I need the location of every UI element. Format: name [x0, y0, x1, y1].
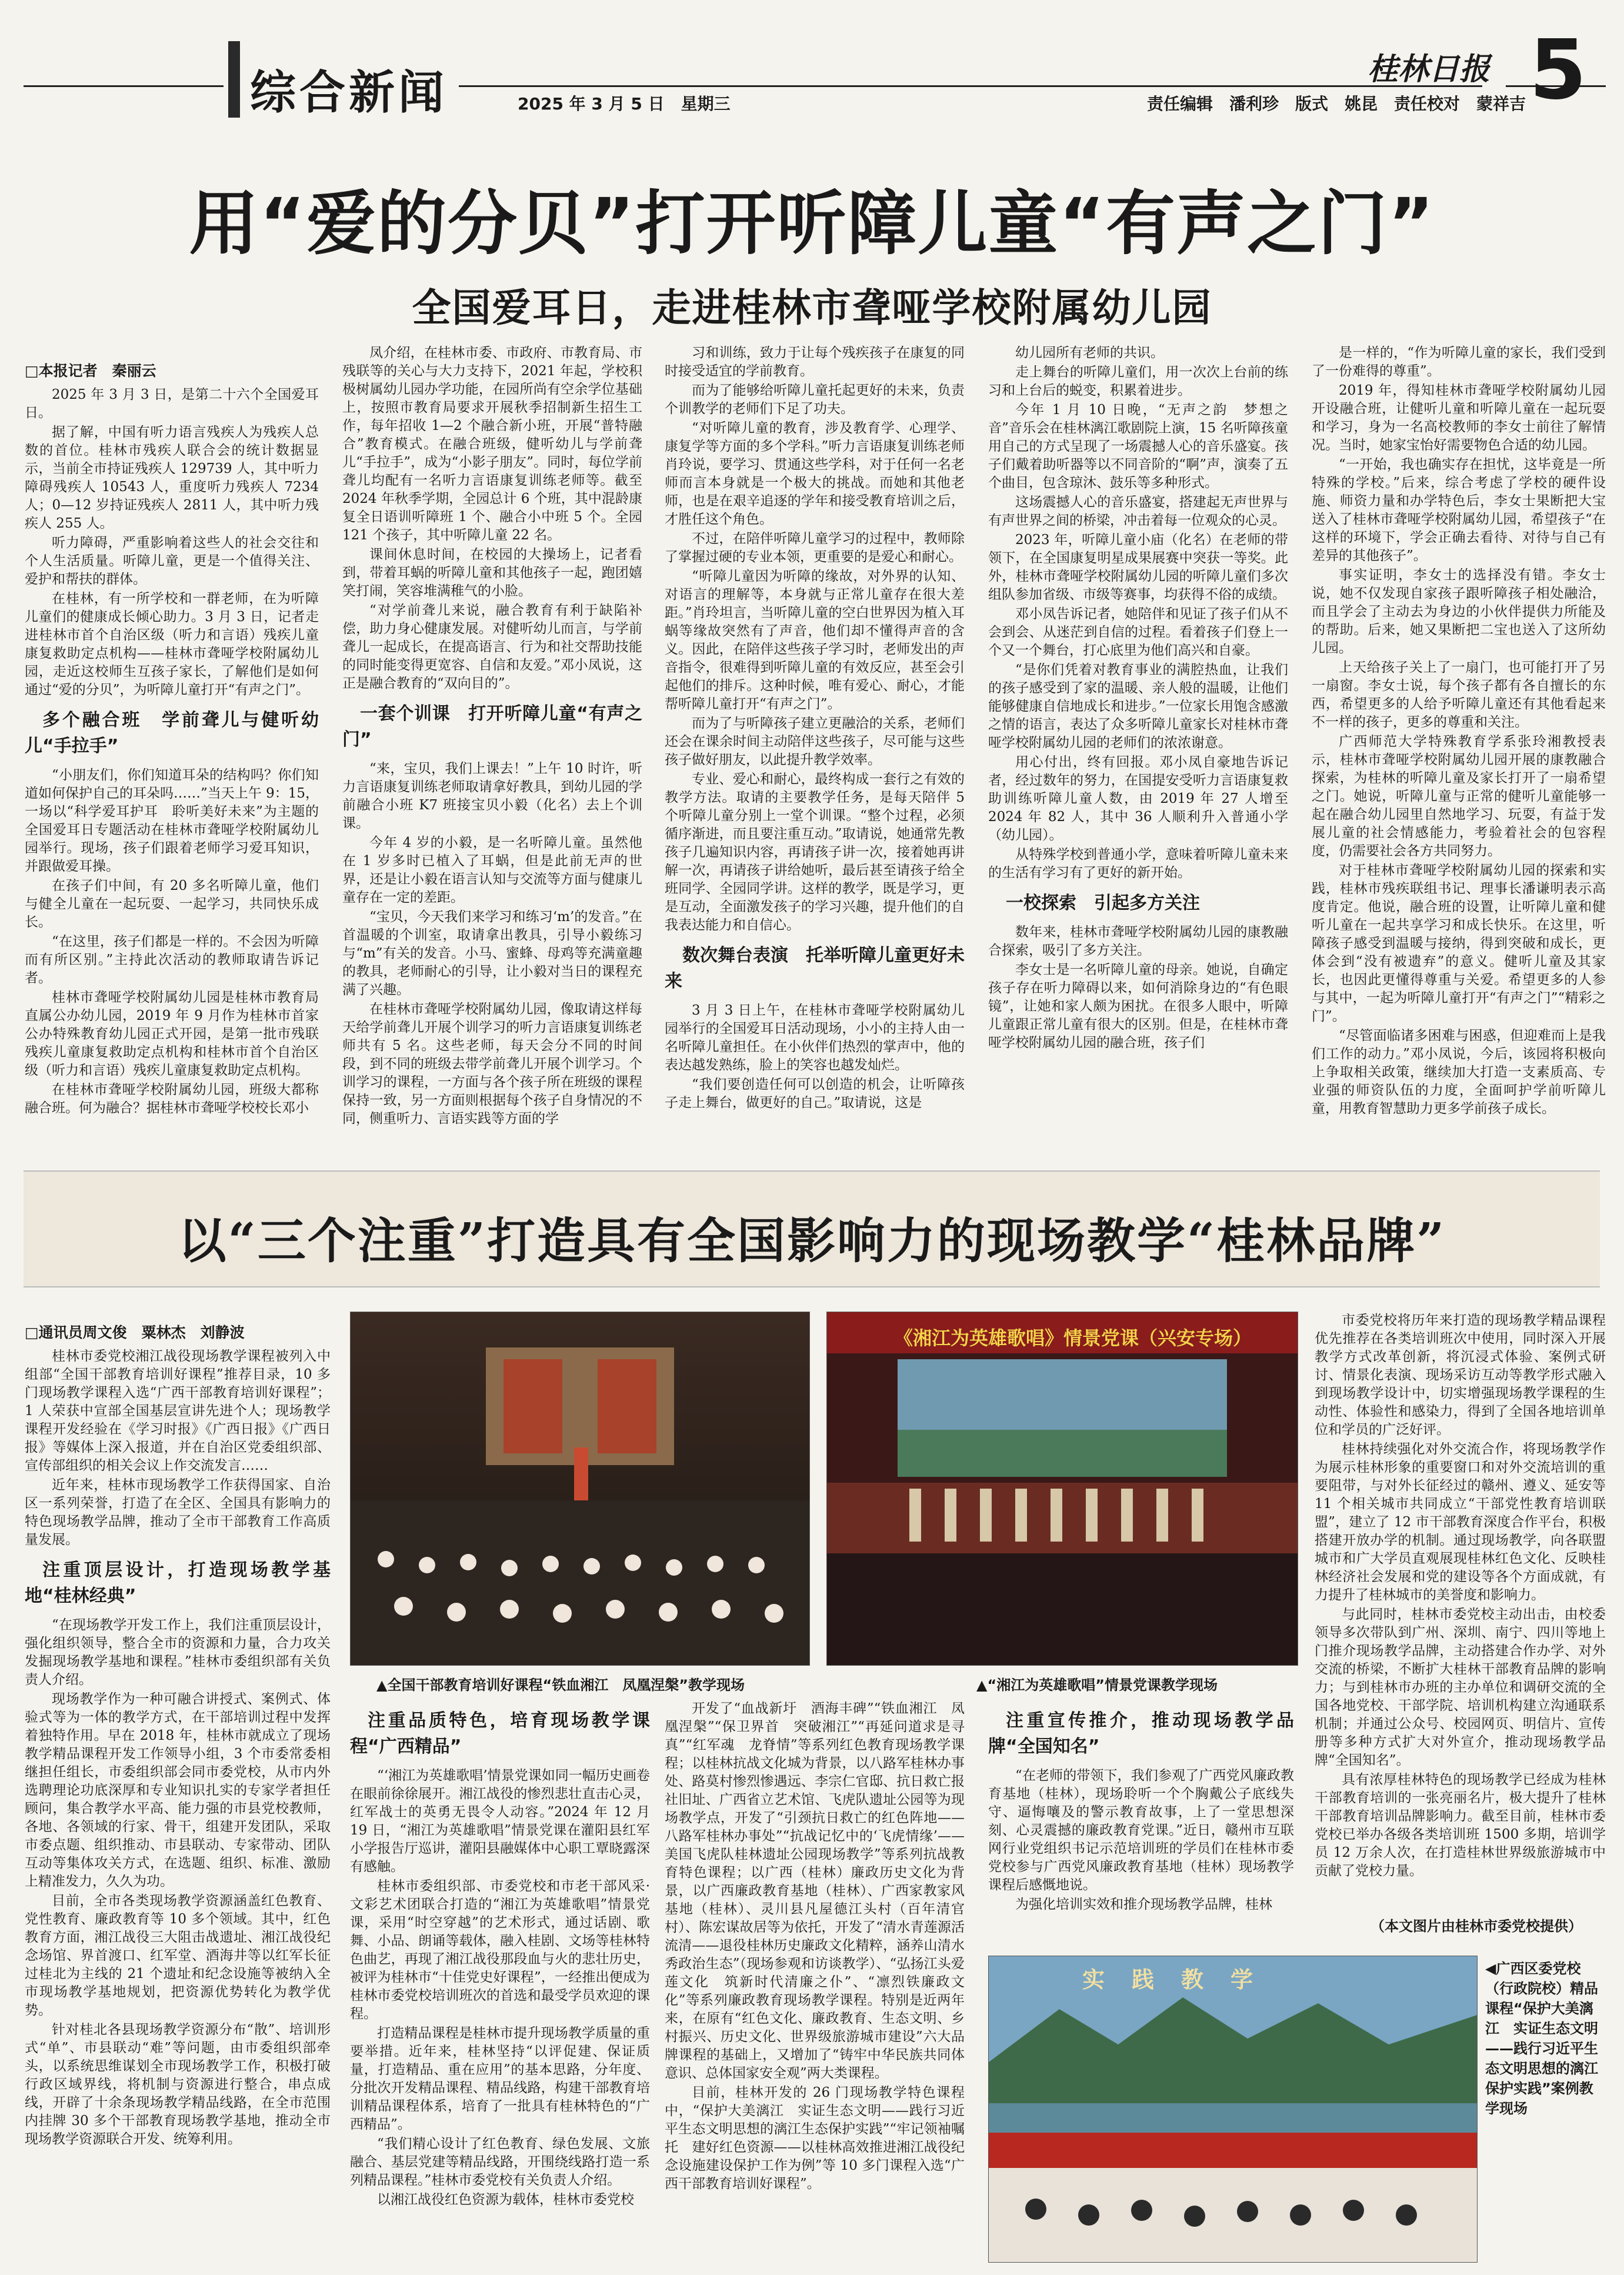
photo-credit: （本文图片由桂林市委党校提供） — [1370, 1918, 1582, 1934]
paragraph: 走上舞台的听障儿童们，用一次次上台前的练习和上台后的蜕变，积累着进步。 — [988, 365, 1288, 398]
article2-column-3 — [665, 1700, 965, 2259]
article2-subhead-a: 注重顶层设计，打造现场教学基地“桂林经典” — [25, 1560, 331, 1606]
paragraph: 李女士是一名听障儿童的母亲。她说，自确定孩子存在听力障碍以来，如何消除身边的“有色眼镜”，让她和家人颇为困扰。在很多人眼中，听障儿童跟正常儿童有很大的区别。但是，在桂林市聋哑学校附属幼儿园的融合班，孩子们 — [988, 962, 1288, 1050]
masthead-logo: 桂林日报 — [1368, 51, 1490, 87]
article2-col1-text — [25, 1347, 331, 1549]
paragraph: 广西师范大学特殊教育学系张玲湘教授表示，桂林市聋哑学校附属幼儿园开展的康教融合探索，为桂林的听障儿童及家长打开了一扇希望之门。她说，听障儿童与正常的健听儿童能够一起在融合幼儿园里自然地学习、玩耍，有益于发展儿童的社会情感能力，考验着社会的包容程度，仍需要社会各方共同努力。 — [1312, 734, 1606, 859]
paragraph: 这场震撼人心的音乐盛宴，搭建起无声世界与有声世界之间的桥梁，冲击着每一位观众的心灵。 — [988, 495, 1288, 528]
article2-headline: 以“三个注重”打造具有全国影响力的现场教学“桂林品牌” — [178, 1213, 1446, 1269]
paragraph: 不过，在陪伴听障儿童学习的过程中，教师除了掌握过硬的专业本领，更重要的是爱心和耐心。 — [665, 531, 965, 565]
paragraph: “我们要创造任何可以创造的机会，让听障孩子走上舞台，做更好的自己。”取请说，这是 — [665, 1077, 965, 1110]
paragraph: 与此同时，桂林市委党校主动出击，由校委领导多次带队到广州、深圳、南宁、四川等地上门推介现场教学品牌，主动搭建合作办学、对外交流的桥梁，不断扩大桂林干部教育品牌的影响力；与到桂林市办班的主办单位和调研交流的全国各地党校、干部学院、培训机构建立沟通联系机制；并通过公众号、校园网页、明信片、宣传册等多种方式扩大对外宣介，推动现场教学品牌“全国知名”。 — [1315, 1607, 1606, 1768]
paragraph: 桂林持续强化对外交流合作，将现场教学作为展示桂林形象的重要窗口和对外交流培训的重要阻带，与对外长征经过的赣州、遵义、延安等 11 个相关城市共同成立“干部党性教育培训联盟”，建立了 12 市干部教育深度合作平台，积极搭建开放办学的机制。通过现场教学，向各联盟城市和广大学员直观展现桂林红色文化、反映桂林经济社会发展和党的建设等各个方面成就，有力提升了桂林城市的美誉度和影响力。 — [1315, 1442, 1606, 1603]
article1-subhead-c: 数次舞台表演 托举听障儿童更好未来 — [665, 945, 965, 992]
article1-col1b-text — [25, 766, 319, 1118]
page-number: 5 — [1529, 22, 1587, 118]
paragraph: 2023 年，听障儿童小庙（化名）在老师的带领下，在全国康复明星成果展赛中突获一等奖。此外，桂林市聋哑学校附属幼儿园的听障儿童们多次组队参加省级、市级等赛事，均获得不俗的成绩。 — [988, 532, 1288, 602]
photo-3-sign-banner: 实 践 教 学 — [1082, 1967, 1256, 1993]
paragraph: 而为了能够给听障儿童托起更好的未来，负责个训教学的老师们下足了功夫。 — [665, 383, 965, 416]
paragraph: 针对桂北各县现场教学资源分布“散”、培训形式“单”、市县联动“难”等问题，由市委组织部牵头，以系统思维谋划全市现场教学工作，积极打破行政区域界线，将机制与资源进行整合，串点成线，开辟了十余条现场教学精品线路，在全市范围内挂牌 30 多个干部教育现场教学基地，推动全市现场教学资源联合开发、统筹利用。 — [25, 2022, 331, 2147]
article2-col1b-text — [25, 1616, 331, 2149]
paragraph: 在孩子们中间，有 20 多名听障儿童，他们与健全儿童在一起玩耍、一起学习，共同快乐成长。 — [25, 878, 319, 930]
article1-col3b-text — [665, 1002, 965, 1112]
article1-headline: 用“爱的分贝”打开听障儿童“有声之门” — [189, 183, 1435, 264]
paragraph: 在桂林，有一所学校和一群老师，在为听障儿童们的健康成长倾心助力。3 月 3 日，记者走进桂林市首个自治区级（听力和言语）残疾儿童康复救助定点机构——桂林市聋哑学校附属幼儿园，走近这校师生互孩子家长，了解他们是如何通过“爱的分贝”，为听障儿童打开“有声之门”。 — [25, 591, 319, 698]
article1-subhead-a: 多个融合班 学前聋儿与健听幼儿“手拉手” — [25, 710, 319, 756]
paragraph: “宝贝，今天我们来学习和练习‘m’的发音。”在首温暖的个训室，取请拿出教具，引导小毅练习与“m”有关的发音。小马、蜜蜂、母鸡等充满童趣的教具，老师耐心的引导，让小毅对当日的课程充满了兴趣。 — [342, 909, 642, 998]
paragraph: 今年 1 月 10 日晚，“无声之韵 梦想之音”音乐会在桂林漓江歌剧院上演，15 名听障孩童用自己的方式呈现了一场震撼人心的音乐盛宴。孩子们戴着助听器等以不同音阶的“啊”声，演奏了五个曲目，包含琼沐、鼓乐等多种形式。 — [988, 402, 1288, 491]
paragraph: “对听障儿童的教育，涉及教育学、心理学、康复学等方面的多个学科。”听力言语康复训练老师肖玲说，要学习、贯通这些学科，对于任何一名老师而言本身就是一个极大的挑战。而她和其他老师，也是在艰辛追逐的学年和接受教育培训之后，才胜任这个角色。 — [665, 421, 965, 527]
paragraph: 凤介绍，在桂林市委、市政府、市教育局、市残联等的关心与大力支持下，2021 年起，学校积极树属幼儿园办学功能，在园所尚有空余学位基础上，按照市教育局要求开展秋季招制新生招生工作，每年招收 1—2 个融合新小班，开展“普特融合”教育模式。在融合班级，健听幼儿与学前聋儿“手拉手”，成为“小影子朋友”。同时，每位学前聋儿均配有一名听力言语康复训练老师等。截至 2024 年秋季学期，全园总计 6 个班，其中混龄康复全日语训听障班 1 个、融合小中班 5 个。全园 121 个孩子，其中听障儿童 22 名。 — [342, 345, 642, 543]
article1-col2b-text — [342, 760, 642, 1128]
article1-col3-text — [665, 344, 965, 935]
editor-credits: 责任编辑 潘利珍 版式 姚昆 责任校对 蒙祥吉 — [1147, 94, 1526, 114]
paragraph: 桂林市委组织部、市委党校和市老干部风采·文彩艺术团联合打造的“湘江为英雄歌唱”情景党课，采用“时空穿越”的艺术形式，通过话剧、歌舞、小品、朗诵等载体，融入桂剧、文场等桂林特色曲艺，再现了湘江战役那段血与火的悲壮历史，被评为桂林市“十佳党史好课程”，一经推出便成为桂林市委党校培训班次的首选和最受学员欢迎的课程。 — [350, 1879, 650, 2022]
paragraph: 近年来，桂林市现场教学工作获得国家、自治区一系列荣誉，打造了在全区、全国具有影响力的特色现场教学品牌，推动了全市干部教育工作高质量发展。 — [25, 1477, 331, 1547]
paragraph: 课间休息时间，在校园的大操场上，记者看到，带着耳蜗的听障儿童和其他孩子一起，跑团嬉笑打闹，笑容堆满稚气的小脸。 — [342, 547, 642, 599]
article2-subhead-c: 注重宣传推介，推动现场教学品牌“全国知名” — [988, 1710, 1294, 1757]
paragraph: 具有浓厚桂林特色的现场教学已经成为桂林干部教育培训的一张亮丽名片，极大提升了桂林干部教育培训品牌影响力。截至目前，桂林市委党校已举办各级各类培训班 1500 多期，培训学员 12 万余人次，在打造桂林世界级旅游城市中贡献了党校力量。 — [1315, 1772, 1606, 1879]
paragraph: “对学前聋儿来说，融合教育有利于缺陷补偿，助力身心健康发展。对健听幼儿而言，与学前聋儿一起成长，在提高语言、行为和社交帮助技能的同时能变得更宽容、自信和友爱。”邓小凤说，这正是融合教育的“双向目的”。 — [342, 603, 642, 691]
paragraph: 是一样的，“作为听障儿童的家长，我们受到了一份难得的尊重”。 — [1312, 345, 1606, 379]
paragraph: 事实证明，李女士的选择没有错。李女士说，她不仅发现自家孩子跟听障孩子相处融洽，而且学会了主动去为身边的小伙伴提供力所能及的帮助。后来，她又果断把二宝也送入了这所幼儿园。 — [1312, 568, 1606, 656]
paragraph: 今年 4 岁的小毅，是一名听障儿童。虽然他在 1 岁多时已植入了耳蜗，但是此前无声的世界，还是让小毅在语言认知与交流等方面与健康儿童存在一定的差距。 — [342, 835, 642, 905]
paragraph: 目前，全市各类现场教学资源涵盖红色教育、党性教育、廉政教育等 10 多个领域。其中，红色教育方面，湘江战役三大阻击战遗址、湘江战役纪念场馆、界首渡口、红军堂、酒海井等以红军长征过桂北为主线的 21 个遗址和纪念设施等被纳入全市现场教学基地规划，把资源优势转化为教学优势。 — [25, 1893, 331, 2018]
section-title: 综合新闻 — [250, 66, 448, 119]
article1-column-5 — [1312, 344, 1606, 1144]
photo-3-caption: ◀广西区委党校（行政院校）精品课程“保护大美漓江 实证生态文明——践行习近平生态文明思想的漓江保护实践”案例教学现场 — [1485, 1960, 1598, 2117]
photo-2-caption: ▲“湘江为英雄歌唱”情景党课教学现场 — [976, 1677, 1218, 1693]
paragraph: 用心付出，终有回报。邓小凤自豪地告诉记者，经过数年的努力，在国提安受听力言语康复救助训练听障儿童人数，由 2019 年 27 人增至 2024 年 82 人，其中 36 人顺利升入普通小学（幼儿园）。 — [988, 755, 1288, 843]
paragraph: 目前，桂林开发的 26 门现场教学特色课程中，“保护大美漓江 实证生态文明——践行习近平生态文明思想的漓江生态保护实践”“牢记领袖嘱托 建好红色资源——以桂林高效推进湘江战役纪念设施建设保护工作为例”等 10 多门课程入选“广西干部教育培训好课程”。 — [665, 2085, 965, 2191]
paragraph: 在桂林市聋哑学校附属幼儿园，班级大都称融合班。何为融合？据桂林市聋哑学校校长邓小 — [25, 1082, 319, 1116]
article1-col1-text — [25, 386, 319, 699]
article2-column-5 — [1315, 1312, 1606, 1906]
article2-subhead-b: 注重品质特色，培育现场教学课程“广西精品” — [350, 1710, 650, 1757]
paragraph: 而为了与听障孩子建立更融洽的关系，老师们还会在课余时间主动陪伴这些孩子，尽可能与这些孩子做好朋友，以此提升教学效率。 — [665, 716, 965, 768]
paragraph: 桂林市聋哑学校附属幼儿园是桂林市教育局直属公办幼儿园，2019 年 9 月作为桂林市首家公办特殊教育幼儿园正式开园，是第一批市残联残疾儿童康复救助定点机构和桂林市首个自治区级（听力和言语）残疾儿童康复救助定点机构。 — [25, 990, 319, 1078]
paragraph: 数年来，桂林市聋哑学校附属幼儿园的康教融合探索，吸引了多方关注。 — [988, 925, 1288, 958]
article2-column-2 — [350, 1700, 650, 2259]
photo-1-caption: ▲全国干部教育培训好课程“铁血湘江 凤凰涅槃”教学现场 — [376, 1677, 745, 1693]
photo-teaching-site-1 — [350, 1312, 810, 1666]
article2-column-4 — [988, 1700, 1294, 1947]
article1-subhead-b: 一套个训课 打开听障儿童“有声之门” — [342, 703, 642, 750]
article2-column-1 — [25, 1323, 331, 2259]
article2-byline: □通讯员周文俊 粟林杰 刘静波 — [25, 1324, 245, 1341]
article1-col4b-text — [988, 923, 1288, 1052]
article1-col5-text — [1312, 344, 1606, 1118]
article1-column-3 — [665, 344, 965, 1144]
paragraph: 打造精品课程是桂林市提升现场教学质量的重要举措。近年来，桂林坚持“以评促建、保证质量，打造精品、重在应用”的基本思路，分年度、分批次开发精品课程、精品线路，构建干部教育培训精品课程体系，培育了一批具有桂林特色的“广西精品”。 — [350, 2026, 650, 2132]
paragraph: “来，宝贝，我们上课去！”上午 10 时许，听力言语康复训练老师取请拿好教具，到幼儿园的学前融合小班 K7 班接宝贝小毅（化名）去上个训课。 — [342, 761, 642, 831]
paragraph: 幼儿园所有老师的共识。 — [1015, 345, 1164, 361]
paragraph: 现场教学作为一种可融合讲授式、案例式、体验式等为一体的教学方式，在干部培训过程中发挥着独特作用。早在 2018 年，桂林市就成立了现场教学精品课程开发工作领导小组，3 个市委常委相继担任组长，市委组织部会同市委党校，从市内外选聘理论功底深厚和专业知识扎实的专家学者担任顾问，集合教学水平高、能力强的市县党校教师，各地、各领域的行家、骨干，组建开发团队，采取市委点题、组织推动、市县联动、专家带动、团队互动等集体攻关方式，在选题、组织、标准、激励上精准发力，久久为功。 — [25, 1692, 331, 1889]
paragraph: 开发了“血战新圩 酒海丰碑”“铁血湘江 凤凰涅槃”“保卫界首 突破湘江”“再延问道求是寻真”“红军魂 龙脊情”等系列红色教育现场教学课程；以桂林抗战文化城为背景，以八路军桂林办事处、路莫村惨烈惨遇远、李宗仁官邸、抗日救亡报社旧址、广西省立艺术馆、飞虎队遗址公园等为现场教学点，开发了“引颈抗日救亡的红色阵地——八路军桂林办事处”“抗战记忆中的‘飞虎情缘’——美国飞虎队桂林遗址公园现场教学”等系列抗战教育特色课程；以广西（桂林）廉政历史文化为背景，以广西廉政教育基地（桂林）、广西家教家风基地（桂林）、灵川县凡屋德江头村（百年清官村）、陈宏谋故居等为依托，开发了“清水青莲源活流清——退役桂林历史廉政文化精粹，涵养山清水秀政治生态”（现场参观和访谈教学）、“弘扬江头爱莲文化 筑新时代清廉之仆”、“凛烈铁廉政文化”等系列廉政教育现场教学课程。特别是近两年来，在原有“红色文化、廉政教育、生态文明、乡村振兴、历史文化、世界级旅游城市建设”六大品牌课程的基础上，又增加了“铸牢中华民族共同体意识、总体国家安全观”两大类课程。 — [665, 1701, 965, 2081]
paragraph: 上天给孩子关上了一扇门，也可能打开了另一扇窗。李女士说，每个孩子都有各自擅长的东西，希望更多的人给予听障儿童还有其他看起来不一样的孩子，更多的尊重和关注。 — [1312, 660, 1606, 730]
paragraph: “尽管面临诸多困难与困惑，但迎难而上是我们工作的动力。”邓小凤说，今后，该园将积极向上争取相关政策，继续加大打造一支素质高、专业强的师资队伍的力度，全面呵护学前听障儿童，用教育智慧助力更多学前孩子成长。 — [1312, 1028, 1606, 1116]
article2-col3-text — [665, 1700, 965, 2193]
paragraph: “我们精心设计了红色教育、绿色发展、文旅融合、基层党建等精品线路，开围绕线路打造一系列精品课程。”桂林市委党校有关负责人介绍。 — [350, 2136, 650, 2188]
article2-col2-text — [350, 1767, 650, 2209]
paragraph: 据了解，中国有听力语言残疾人为残疾人总数的首位。桂林市残疾人联合会的统计数据显示，当前全市持证残疾人 129739 人，其中听力障碍残疾人 10543 人，重度听力残疾人 7234 人；0—12 岁持证残疾人 2811 人，其中听力残疾人 255 人。 — [25, 425, 319, 531]
article1-column-2 — [342, 344, 642, 1144]
paragraph: 3 月 3 日上午，在桂林市聋哑学校附属幼儿园举行的全国爱耳日活动现场，小小的主持人由一名听障儿童担任。在小伙伴们热烈的掌声中，他的表达越发熟练，脸上的笑容也越发灿烂。 — [665, 1003, 965, 1073]
photo-2-stage-banner: 《湘江为英雄歌唱》情景党课（兴安专场） — [894, 1327, 1252, 1349]
paragraph: 习和训练，致力于让每个残疾孩子在康复的同时接受适宜的学前教育。 — [665, 345, 965, 379]
paragraph: 以湘江战役红色资源为载体，桂林市委党校 — [377, 2192, 634, 2207]
header-rule-left — [24, 85, 224, 87]
article1-column-1 — [25, 362, 319, 1144]
paragraph: 为强化培训实效和推介现场教学品牌，桂林 — [1015, 1897, 1272, 1912]
article1-subheadline: 全国爱耳日，走进桂林市聋哑学校附属幼儿园 — [412, 285, 1212, 331]
paragraph: 对于桂林市聋哑学校附属幼儿园的探索和实践，桂林市残疾联组书记、理事长潘谦明表示高度肯定。他说，融合班的设置，让听障儿童和健听儿童在一起共享学习和成长快乐。在这里，听障孩子感受到温暖与接纳，得到突破和成长，更体会到“没有被遗弃”的意义。健听儿童及其家长，也因此更懂得尊重与关爱。希望更多的人参与其中，一起为听障儿童打开“有声之门”“精彩之门”。 — [1312, 863, 1606, 1024]
article1-subhead-d: 一校探索 引起多方关注 — [1006, 893, 1200, 913]
paragraph: 市委党校将历年来打造的现场教学精品课程优先推荐在各类培训班次中使用，同时深入开展教学方式改革创新，将沉浸式体验、案例式研讨、情景化表演、现场采访互动等教学形式融入到现场教学设计中，切实增强现场教学课程的生动性、体验性和感染力，得到了全国各地培训单位和学员的广泛好评。 — [1315, 1313, 1606, 1437]
article1-col2-text — [342, 344, 642, 693]
paragraph: “一开始，我也确实存在担忧，这毕竟是一所特殊的学校。”后来，综合考虑了学校的硬件设施、师资力量和办学特色后，李女士果断把大宝送入了桂林市聋哑学校附属幼儿园，希望孩子“在这样的环境下，学会正确去看待、对待与自己有差异的其他孩子”。 — [1312, 457, 1606, 563]
paragraph: 桂林市委党校湘江战役现场教学课程被列入中组部“全国干部教育培训好课程”推荐目录，10 多门现场教学课程入选“广西干部教育培训好课程”；1 人荣获中宣部全国基层宣讲先进个人；现场教学课程开发经验在《学习时报》《广西日报》《广西日报》等媒体上深入报道，并在自治区党委组织部、宣传部组织的相关会议上作交流发言…… — [25, 1349, 331, 1473]
paragraph: “‘湘江为英雄歌唱’情景党课如同一幅历史画卷在眼前徐徐展开。湘江战役的惨烈悲壮直击心灵，红军战士的英勇无畏令人动容。”2024 年 12 月 19 日，“湘江为英雄歌唱”情景党课在灌阳县红军小学报告厅巡讲，灌阳县融媒体中心职工覃晓露深有感触。 — [350, 1768, 650, 1874]
header-rule-middle — [459, 85, 1482, 87]
paragraph: 从特殊学校到普通小学，意味着听障儿童未来的生活有学习有了更好的新开始。 — [988, 847, 1288, 880]
paragraph: 邓小凤告诉记者，她陪伴和见证了孩子们从不会到会、从迷茫到自信的过程。看着孩子们登上一个又一个舞台，打心底里为他们高兴和自豪。 — [988, 606, 1288, 658]
paragraph: 2019 年，得知桂林市聋哑学校附属幼儿园开设融合班，让健听儿童和听障儿童在一起玩耍和学习，身为一名高校教师的李女士前往了解情况。当时，她家宝怡好需要物色合适的幼儿园。 — [1312, 383, 1606, 453]
paragraph: 在桂林市聋哑学校附属幼儿园，像取请这样每天给学前聋儿开展个训学习的听力言语康复训练老师共有 5 名。这些老师，每天会分不同的时间段，到不同的班级去带学前聋儿开展个训学习。个训学习的课程，一方面与各个孩子所在班级的课程保持一致，另一方面则根据每个孩子自身情况的不同，侧重听力、言语实践等方面的学 — [342, 1002, 642, 1126]
paragraph: “是你们凭着对教育事业的满腔热血，让我们的孩子感受到了家的温暖、亲人般的温暖，让他们能够健康自信地成长和进步。”一位家长用饱含感激之情的语言，表达了众多听障儿童家长对桂林市聋哑学校附属幼儿园的老师们的浓浓谢意。 — [988, 662, 1288, 750]
article1-byline: □本报记者 秦丽云 — [25, 362, 156, 379]
paragraph: 2025 年 3 月 3 日，是第二十六个全国爱耳日。 — [25, 387, 319, 421]
article1-col4-text — [988, 344, 1288, 882]
article2-col4-text — [988, 1767, 1294, 1914]
section-marker — [228, 41, 240, 118]
article2-col5-text — [1315, 1312, 1606, 1880]
paragraph: “听障儿童因为听障的缘故，对外界的认知、对语言的理解等，本身就与正常儿童存在很大差距。”肖玲坦言，当听障儿童的空白世界因为植入耳蜗等缘故突然有了声音，他们却不懂得声音的含义。因此，在陪伴这些孩子学习时，老师发出的声音指令，很难得到听障儿童的有效反应，甚至会引起他们的排斥。这种时候，唯有爱心、耐心，才能帮听障儿童打开“有声之门”。 — [665, 569, 965, 712]
photo-teaching-site-2 — [826, 1312, 1298, 1666]
paragraph: 专业、爱心和耐心，最终构成一套行之有效的教学方法。取请的主要教学任务，是每天陪伴 5 个听障儿童分别上一堂个训课。“整个过程，必须循序渐进，而且要注重互动。”取请说，她通常先教孩子几遍知识内容，再请孩子讲一次，接着她再讲解一次，再请孩子讲给她听，最后甚至请孩子给全班同学、全园同学讲。这样的教学，既是学习，更是互动，全面激发孩子的学习兴趣，提升他们的自我表达能力和自信心。 — [665, 772, 965, 933]
paragraph: “在老师的带领下，我们参观了广西党风廉政教育基地（桂林），现场聆听一个个胸戴公子底线失守、逼悔嚷及的警示教育故事，上了一堂思想深刻、心灵震撼的廉政教育党课。”近日，赣州市互联网行业党组织书记示范培训班的学员们在桂林市委党校参与广西党风廉政教育基地（桂林）现场教学课程后感慨地说。 — [988, 1768, 1294, 1893]
paragraph: “在这里，孩子们都是一样的。不会因为听障而有所区别。”主持此次活动的教师取请告诉记者。 — [25, 934, 319, 986]
paragraph: 听力障碍，严重影响着这些人的社会交往和个人生活质量。听障儿童，更是一个值得关注、爱护和帮扶的群体。 — [25, 535, 319, 587]
issue-date: 2025 年 3 月 5 日 星期三 — [518, 94, 731, 114]
article1-column-4 — [988, 344, 1288, 1144]
paragraph: “小朋友们，你们知道耳朵的结构吗？你们知道如何保护自己的耳朵吗……”当天上午 9：15，一场以“科学爱耳护耳 聆听美好未来”为主题的全国爱耳日专题活动在桂林市聋哑学校附属幼儿园举行。现场，孩子们跟着老师学习爱耳知识，并跟做爱耳操。 — [25, 768, 319, 874]
photo-teaching-site-3 — [988, 1956, 1478, 2263]
paragraph: “在现场教学开发工作上，我们注重顶层设计，强化组织领导，整合全市的资源和力量，合力攻关发掘现场教学基地和课程。”桂林市委组织部有关负责人介绍。 — [25, 1617, 331, 1687]
